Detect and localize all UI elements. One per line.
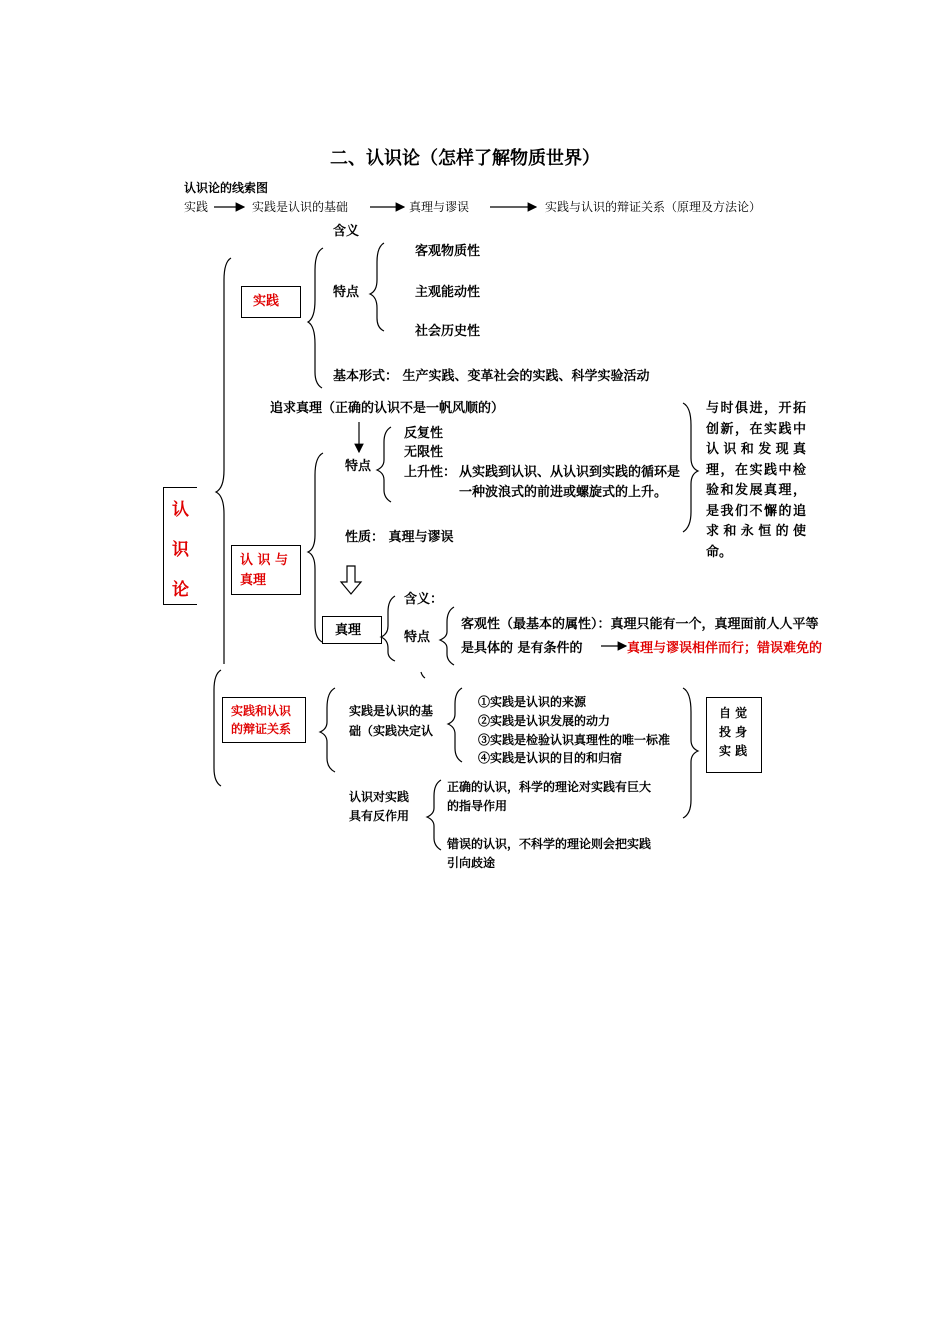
basis-line-1: 实践是认识的基 — [349, 704, 434, 718]
truth-feature-3-desc-2: 一种波浪式的前进或螺旋式的上升。 — [459, 485, 668, 500]
practice-feature-3: 社会历史性 — [415, 324, 481, 339]
root-char-3: 论 — [172, 580, 189, 600]
truth-box-label: 真理 — [335, 623, 362, 638]
self-line-2: 投 身 — [719, 725, 748, 739]
truth-box-features-label: 特点 — [404, 630, 431, 645]
dialectic-brace — [214, 670, 221, 786]
root-char-1: 认 — [172, 500, 189, 520]
side-note: 与时俱进，开拓创新，在实践中认识和发现真理，在实践中检验和发展真理，是我们不懈的追求和永恒的使命。 — [706, 401, 806, 560]
truth-features-label: 特点 — [345, 459, 372, 474]
page-title: 二、认识论（怎样了解物质世界） — [330, 148, 600, 169]
basis-items-brace — [448, 688, 462, 762]
self-line-1: 自 觉 — [719, 706, 748, 720]
clue-heading: 认识论的线索图 — [184, 181, 269, 195]
root-char-2: 识 — [172, 540, 189, 560]
truth-specifics-brace — [440, 607, 454, 665]
dialectic-inner-brace — [320, 688, 335, 772]
truth-brace — [308, 453, 323, 642]
clue-step-2: 实践是认识的基础 — [252, 200, 349, 214]
truth-nature: 性质： 真理与谬误 — [345, 530, 454, 545]
hollow-down-arrow — [341, 566, 361, 594]
practice-forms: 基本形式： 生产实践、变革社会的实践、科学实验活动 — [333, 369, 650, 384]
truth-features-brace — [377, 427, 391, 502]
pursue-truth: 追求真理（正确的认识不是一帆风顺的） — [270, 401, 505, 416]
correct-line-2: 的指导作用 — [447, 799, 508, 813]
practice-feature-2: 主观能动性 — [415, 285, 481, 300]
clue-step-3: 真理与谬误 — [409, 200, 470, 214]
side-note-brace — [683, 403, 698, 532]
truth-meaning: 含义： — [404, 592, 444, 607]
basis-item-3: ③实践是检验认识真理性的唯一标准 — [478, 733, 671, 747]
wrong-line-2: 引向歧途 — [447, 856, 496, 870]
correct-line-1: 正确的认识，科学的理论对实践有巨大 — [447, 780, 652, 794]
truth-specific: 是具体的 是有条件的 — [461, 641, 583, 656]
basis-item-2: ②实践是认识发展的动力 — [478, 714, 611, 728]
conclusion-brace — [683, 688, 698, 818]
react-line-2: 具有反作用 — [349, 809, 410, 823]
clue-step-1: 实践 — [184, 200, 209, 214]
practice-label: 实践 — [253, 294, 280, 309]
practice-feature-1: 客观物质性 — [415, 244, 481, 259]
tick-mark — [421, 672, 425, 678]
knowledge-truth-label: 认 识 与 真理 — [240, 553, 289, 588]
practice-features-brace — [370, 243, 384, 331]
wrong-line-1: 错误的认识，不科学的理论则会把实践 — [447, 837, 652, 851]
basis-item-1: ①实践是认识的来源 — [478, 695, 587, 709]
practice-brace — [308, 248, 323, 388]
basis-line-2: 础（实践决定认 — [349, 724, 434, 738]
truth-feature-3: 上升性： — [404, 465, 457, 480]
basis-item-4: ④实践是认识的目的和归宿 — [478, 751, 623, 765]
practice-features-label: 特点 — [333, 285, 360, 300]
root-brace — [216, 258, 231, 664]
react-line-1: 认识对实践 — [349, 790, 410, 804]
practice-meaning: 含义 — [333, 224, 360, 239]
self-line-3: 实 践 — [719, 744, 748, 758]
truth-feature-3-desc-1: 从实践到认识、从认识到实践的循环是 — [459, 465, 681, 480]
clue-step-4: 实践与认识的辩证关系（原理及方法论） — [545, 200, 762, 214]
react-brace — [427, 780, 441, 850]
truth-box-brace — [381, 596, 395, 661]
truth-feature-2: 无限性 — [404, 445, 444, 460]
dialectic-label: 实践和认识 的辩证关系 — [231, 704, 292, 736]
truth-specific-red: 真理与谬误相伴而行；错误难免的 — [627, 641, 823, 656]
truth-feature-1: 反复性 — [404, 426, 444, 441]
truth-objectivity: 客观性（最基本的属性）：真理只能有一个，真理面前人人平等 — [461, 617, 819, 632]
